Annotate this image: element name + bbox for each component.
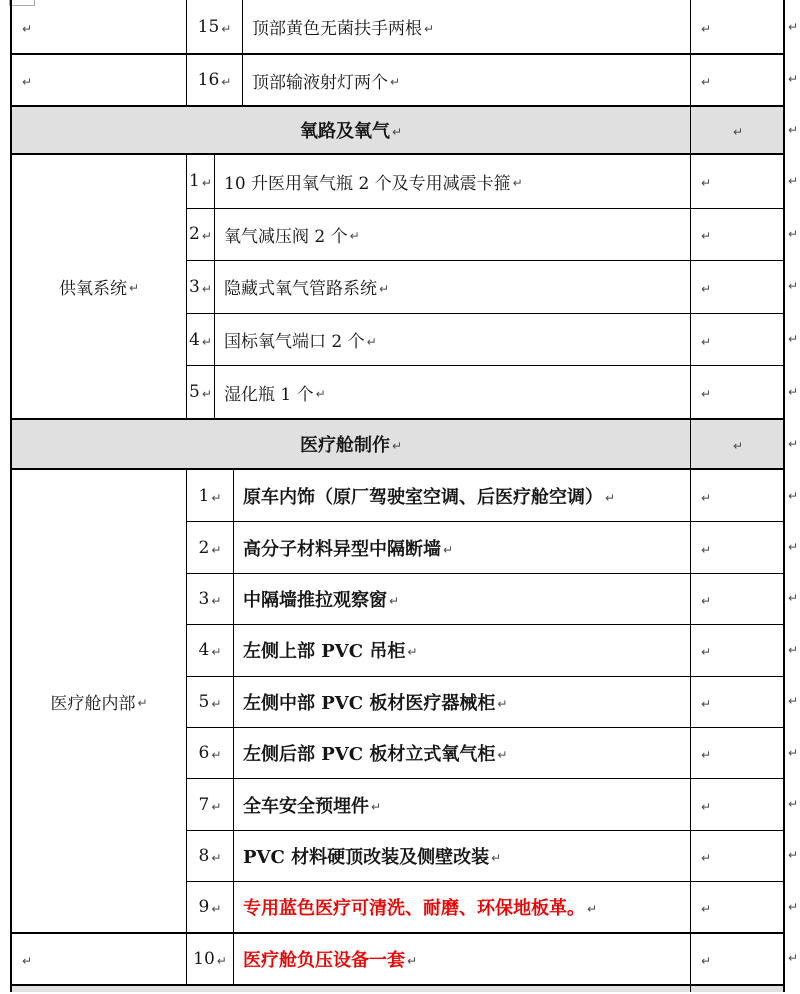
row-number-cell[interactable] bbox=[187, 208, 215, 261]
category-label-cell[interactable] bbox=[12, 470, 187, 933]
paragraph-mark-icon: ↵ bbox=[389, 593, 400, 608]
paragraph-mark-icon: ↵ bbox=[788, 899, 799, 914]
item-text-cell[interactable] bbox=[215, 365, 691, 418]
paragraph-mark-icon: ↵ bbox=[22, 954, 33, 969]
end-of-row-marks-rail bbox=[788, 0, 800, 984]
row-number-cell[interactable] bbox=[187, 53, 243, 105]
item-text: 湿化瓶 1 个 bbox=[224, 384, 314, 405]
section-header-title: 医疗舱制作 bbox=[299, 434, 390, 456]
item-text-cell[interactable] bbox=[234, 624, 691, 675]
remark-empty-cell[interactable] bbox=[691, 53, 783, 105]
section-header-empty-cell[interactable] bbox=[691, 107, 783, 153]
row-number-cell[interactable] bbox=[187, 470, 234, 521]
paragraph-mark-icon: ↵ bbox=[788, 123, 799, 137]
partial-cell bbox=[12, 986, 691, 992]
item-text: 氧气减压阀 2 个 bbox=[224, 226, 348, 247]
item-text-cell[interactable] bbox=[243, 0, 691, 53]
section-header-cell[interactable] bbox=[12, 420, 691, 468]
row-number: 3 bbox=[198, 588, 210, 609]
item-text: 国标氧气端口 2 个 bbox=[224, 332, 365, 353]
row-number: 1 bbox=[189, 171, 200, 192]
paragraph-mark-icon: ↵ bbox=[349, 229, 360, 244]
item-text: PVC 材料硬顶改装及侧壁改装 bbox=[243, 846, 490, 868]
paragraph-mark-icon: ↵ bbox=[201, 229, 212, 244]
remark-empty-cell[interactable] bbox=[691, 208, 783, 261]
paragraph-mark-icon: ↵ bbox=[211, 850, 222, 865]
paragraph-mark-icon: ↵ bbox=[407, 645, 418, 660]
paragraph-mark-icon: ↵ bbox=[391, 125, 403, 139]
item-text: 全车安全预埋件 bbox=[243, 795, 369, 817]
paragraph-mark-icon: ↵ bbox=[211, 593, 222, 608]
paragraph-mark-icon: ↵ bbox=[788, 848, 799, 863]
remark-empty-cell[interactable] bbox=[691, 778, 783, 829]
paragraph-mark-icon: ↵ bbox=[211, 748, 222, 763]
paragraph-mark-icon: ↵ bbox=[137, 696, 148, 711]
remark-empty-cell[interactable] bbox=[691, 727, 783, 778]
row-number-cell[interactable] bbox=[187, 521, 234, 572]
item-text-cell[interactable] bbox=[234, 778, 691, 829]
item-text-cell[interactable] bbox=[234, 830, 691, 881]
paragraph-mark-icon: ↵ bbox=[216, 954, 227, 969]
paragraph-mark-icon: ↵ bbox=[788, 540, 799, 555]
remark-empty-cell[interactable] bbox=[691, 830, 783, 881]
remark-empty-cell[interactable] bbox=[691, 365, 783, 418]
remark-empty-cell[interactable] bbox=[691, 155, 783, 208]
paragraph-mark-icon: ↵ bbox=[391, 438, 403, 453]
row-number-cell[interactable] bbox=[187, 676, 234, 727]
paragraph-mark-icon: ↵ bbox=[211, 799, 222, 814]
row-number: 1 bbox=[198, 485, 210, 506]
item-text: 左侧上部 PVC 吊柜 bbox=[243, 641, 406, 663]
item-text: 左侧中部 PVC 板材医疗器械柜 bbox=[243, 692, 496, 714]
paragraph-mark-icon: ↵ bbox=[201, 281, 212, 296]
remark-empty-cell[interactable] bbox=[691, 624, 783, 675]
item-text: 左侧后部 PVC 板材立式氧气柜 bbox=[243, 744, 496, 766]
paragraph-mark-icon: ↵ bbox=[788, 694, 799, 709]
item-text-cell[interactable] bbox=[234, 676, 691, 727]
category-empty-cell[interactable] bbox=[12, 0, 187, 53]
remark-empty-cell[interactable] bbox=[691, 260, 783, 313]
paragraph-mark-icon: ↵ bbox=[701, 21, 712, 36]
row-number: 7 bbox=[198, 794, 210, 815]
item-text-cell[interactable] bbox=[234, 470, 691, 521]
paragraph-mark-icon: ↵ bbox=[491, 850, 502, 865]
paragraph-mark-icon: ↵ bbox=[701, 799, 712, 814]
paragraph-mark-icon: ↵ bbox=[701, 281, 712, 296]
paragraph-mark-icon: ↵ bbox=[788, 642, 799, 657]
paragraph-mark-icon: ↵ bbox=[371, 799, 382, 814]
paragraph-mark-icon: ↵ bbox=[788, 226, 799, 241]
item-text-cell[interactable] bbox=[215, 155, 691, 208]
remark-empty-cell[interactable] bbox=[691, 676, 783, 727]
row-number: 4 bbox=[198, 640, 210, 661]
section-header-row-oxygen bbox=[12, 105, 783, 155]
paragraph-mark-icon: ↵ bbox=[701, 954, 712, 969]
paragraph-mark-icon: ↵ bbox=[788, 19, 799, 34]
paragraph-mark-icon: ↵ bbox=[701, 229, 712, 244]
paragraph-mark-icon: ↵ bbox=[201, 176, 212, 191]
spec-table bbox=[10, 0, 785, 992]
item-text-red: 专用蓝色医疗可清洗、耐磨、环保地板革。 bbox=[243, 898, 585, 920]
item-text-cell[interactable] bbox=[234, 521, 691, 572]
item-text-cell[interactable] bbox=[215, 260, 691, 313]
remark-empty-cell[interactable] bbox=[691, 0, 783, 53]
paragraph-mark-icon: ↵ bbox=[366, 334, 377, 349]
paragraph-mark-icon: ↵ bbox=[701, 593, 712, 608]
item-text-cell[interactable] bbox=[215, 208, 691, 261]
paragraph-mark-icon: ↵ bbox=[443, 542, 454, 557]
paragraph-mark-icon: ↵ bbox=[788, 591, 799, 606]
paragraph-mark-icon: ↵ bbox=[211, 645, 222, 660]
paragraph-mark-icon: ↵ bbox=[211, 490, 222, 505]
section-header-empty-cell[interactable] bbox=[691, 420, 783, 468]
item-text: 顶部黄色无菌扶手两根 bbox=[252, 19, 422, 39]
item-text: 10 升医用氧气瓶 2 个及专用减震卡箍 bbox=[224, 173, 511, 194]
row-number-cell[interactable] bbox=[187, 573, 234, 624]
section-header-title: 氧路及氧气 bbox=[299, 121, 390, 142]
paragraph-mark-icon: ↵ bbox=[701, 542, 712, 557]
paragraph-mark-icon: ↵ bbox=[788, 384, 799, 399]
paragraph-mark-icon: ↵ bbox=[788, 436, 799, 451]
item-text-cell[interactable] bbox=[243, 53, 691, 105]
row-number: 3 bbox=[189, 276, 200, 297]
paragraph-mark-icon: ↵ bbox=[379, 281, 390, 296]
paragraph-mark-icon: ↵ bbox=[788, 951, 799, 966]
item-text: 高分子材料异型中隔断墙 bbox=[243, 538, 441, 560]
row-number: 5 bbox=[189, 382, 200, 403]
item-text: 隐藏式氧气管路系统 bbox=[224, 279, 377, 300]
remark-empty-cell[interactable] bbox=[691, 313, 783, 366]
remark-empty-cell[interactable] bbox=[691, 881, 783, 932]
paragraph-mark-icon: ↵ bbox=[732, 125, 744, 139]
row-number: 6 bbox=[198, 743, 210, 764]
item-text-cell[interactable] bbox=[234, 573, 691, 624]
row-number: 16 bbox=[197, 70, 220, 90]
paragraph-mark-icon: ↵ bbox=[424, 21, 435, 36]
item-text: 中隔墙推拉观察窗 bbox=[243, 589, 387, 611]
paragraph-mark-icon: ↵ bbox=[701, 176, 712, 191]
paragraph-mark-icon: ↵ bbox=[701, 334, 712, 349]
row-number-cell[interactable] bbox=[187, 830, 234, 881]
paragraph-mark-icon: ↵ bbox=[407, 954, 418, 969]
section-header-cell[interactable] bbox=[12, 107, 691, 153]
remark-empty-cell[interactable] bbox=[691, 470, 783, 521]
row-number: 8 bbox=[198, 845, 210, 866]
paragraph-mark-icon: ↵ bbox=[201, 334, 212, 349]
partial-cell bbox=[691, 986, 783, 992]
item-text-cell[interactable] bbox=[234, 727, 691, 778]
paragraph-mark-icon: ↵ bbox=[497, 696, 508, 711]
paragraph-mark-icon: ↵ bbox=[497, 748, 508, 763]
row-number-cell[interactable] bbox=[187, 932, 234, 983]
paragraph-mark-icon: ↵ bbox=[390, 75, 401, 89]
paragraph-mark-icon: ↵ bbox=[701, 748, 712, 763]
row-number-cell[interactable] bbox=[187, 727, 234, 778]
row-number: 15 bbox=[197, 16, 220, 37]
paragraph-mark-icon: ↵ bbox=[201, 387, 212, 402]
category-label-cell[interactable] bbox=[12, 155, 187, 418]
paragraph-mark-icon: ↵ bbox=[701, 902, 712, 917]
row-number-cell[interactable] bbox=[187, 260, 215, 313]
paragraph-mark-icon: ↵ bbox=[211, 696, 222, 711]
row-number-cell[interactable] bbox=[187, 881, 234, 932]
item-text: 原车内饰（原厂驾驶室空调、后医疗舱空调） bbox=[243, 486, 603, 508]
paragraph-mark-icon: ↵ bbox=[315, 387, 326, 402]
item-text-cell[interactable] bbox=[215, 313, 691, 366]
paragraph-mark-icon: ↵ bbox=[732, 438, 744, 453]
table-section-oxygen-supply bbox=[12, 155, 783, 418]
row-number: 9 bbox=[198, 897, 210, 918]
paragraph-mark-icon: ↵ bbox=[211, 542, 222, 557]
row-number-cell[interactable] bbox=[187, 365, 215, 418]
row-number-cell[interactable] bbox=[187, 0, 243, 53]
row-number-cell[interactable] bbox=[187, 624, 234, 675]
paragraph-mark-icon: ↵ bbox=[701, 696, 712, 711]
paragraph-mark-icon: ↵ bbox=[22, 21, 33, 36]
paragraph-mark-icon: ↵ bbox=[701, 387, 712, 402]
table-section-cabin-interior bbox=[12, 470, 783, 984]
remark-empty-cell[interactable] bbox=[691, 573, 783, 624]
paragraph-mark-icon: ↵ bbox=[701, 645, 712, 660]
row-number: 2 bbox=[198, 537, 210, 558]
paragraph-mark-icon: ↵ bbox=[221, 75, 232, 89]
section-header-row-cabin bbox=[12, 418, 783, 470]
row-number: 10 bbox=[193, 949, 215, 970]
paragraph-mark-icon: ↵ bbox=[788, 745, 799, 760]
category-empty-cell[interactable] bbox=[12, 932, 187, 983]
item-text: 顶部输液射灯两个 bbox=[252, 72, 388, 93]
paragraph-mark-icon: ↵ bbox=[605, 490, 616, 505]
paragraph-mark-icon: ↵ bbox=[788, 332, 799, 347]
row-number-cell[interactable] bbox=[187, 778, 234, 829]
paragraph-mark-icon: ↵ bbox=[22, 75, 33, 89]
paragraph-mark-icon: ↵ bbox=[512, 176, 523, 191]
paragraph-mark-icon: ↵ bbox=[701, 75, 712, 89]
next-section-header-partial bbox=[12, 984, 783, 992]
category-label: 医疗舱内部 bbox=[50, 693, 136, 714]
item-text-cell-highlight[interactable] bbox=[234, 932, 691, 983]
remark-empty-cell[interactable] bbox=[691, 521, 783, 572]
table-section-top bbox=[12, 0, 783, 105]
paragraph-mark-icon: ↵ bbox=[701, 490, 712, 505]
row-number-cell[interactable] bbox=[187, 155, 215, 208]
remark-empty-cell[interactable] bbox=[691, 932, 783, 983]
row-number-cell[interactable] bbox=[187, 313, 215, 366]
row-number: 2 bbox=[189, 224, 200, 245]
paragraph-mark-icon: ↵ bbox=[211, 902, 222, 917]
category-label: 供氧系统 bbox=[58, 278, 127, 299]
paragraph-mark-icon: ↵ bbox=[788, 797, 799, 811]
item-text-red: 医疗舱负压设备一套 bbox=[243, 950, 405, 972]
paragraph-mark-icon: ↵ bbox=[788, 72, 799, 86]
paragraph-mark-icon: ↵ bbox=[788, 488, 799, 503]
row-number: 5 bbox=[198, 691, 210, 712]
paragraph-mark-icon: ↵ bbox=[788, 279, 799, 294]
paragraph-mark-icon: ↵ bbox=[587, 902, 598, 917]
paragraph-mark-icon: ↵ bbox=[788, 174, 799, 189]
category-empty-cell[interactable] bbox=[12, 53, 187, 105]
item-text-cell-highlight[interactable] bbox=[234, 881, 691, 932]
row-number: 4 bbox=[189, 329, 200, 350]
paragraph-mark-icon: ↵ bbox=[128, 281, 140, 296]
paragraph-mark-icon: ↵ bbox=[221, 21, 232, 36]
paragraph-mark-icon: ↵ bbox=[701, 850, 712, 865]
